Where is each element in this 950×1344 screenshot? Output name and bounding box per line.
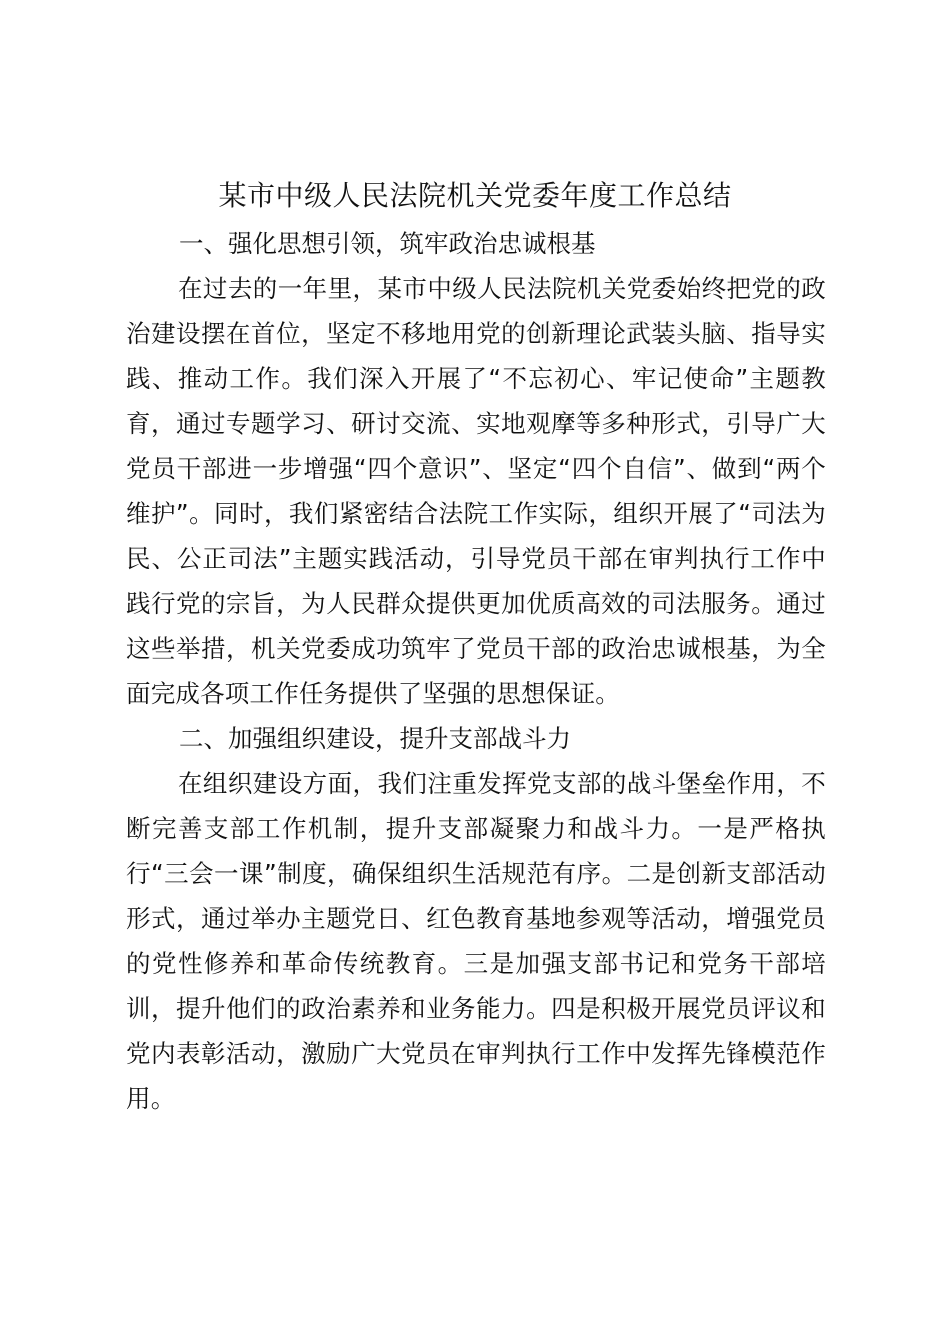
section-paragraph-1: 在过去的一年里，某市中级人民法院机关党委始终把党的政治建设摆在首位，坚定不移地用党的创新理论武装头脑、指导实践、推动工作。我们深入开展了“不忘初心、牢记使命”主题教育，通过专题学习、研讨交流、实地观摩等多种形式，引导广大党员干部进一步增强“四个意识”、坚定“四个自信”、做到“两个维护”。同时，我们紧密结合法院工作实际，组织开展了“司法为民、公正司法”主题实践活动，引导党员干部在审判执行工作中践行党的宗旨，为人民群众提供更加优质高效的司法服务。通过这些举措，机关党委成功筑牢了党员干部的政治忠诚根基，为全面完成各项工作任务提供了坚强的思想保证。 (126, 274, 826, 708)
section-heading-2: 二、加强组织建设，提升支部战斗力 (179, 724, 571, 753)
document-body (126, 221, 826, 1121)
section-heading-1: 一、强化思想引领，筑牢政治忠诚根基 (179, 229, 596, 258)
document-title: 某市中级人民法院机关党委年度工作总结 (218, 179, 732, 212)
section-paragraph-2: 在组织建设方面，我们注重发挥党支部的战斗堡垒作用，不断完善支部工作机制，提升支部凝聚力和战斗力。一是严格执行“三会一课”制度，确保组织生活规范有序。二是创新支部活动形式，通过举办主题党日、红色教育基地参观等活动，增强党员的党性修养和革命传统教育。三是加强支部书记和党务干部培训，提升他们的政治素养和业务能力。四是积极开展党员评议和党内表彰活动，激励广大党员在审判执行工作中发挥先锋模范作用。 (126, 769, 826, 1113)
